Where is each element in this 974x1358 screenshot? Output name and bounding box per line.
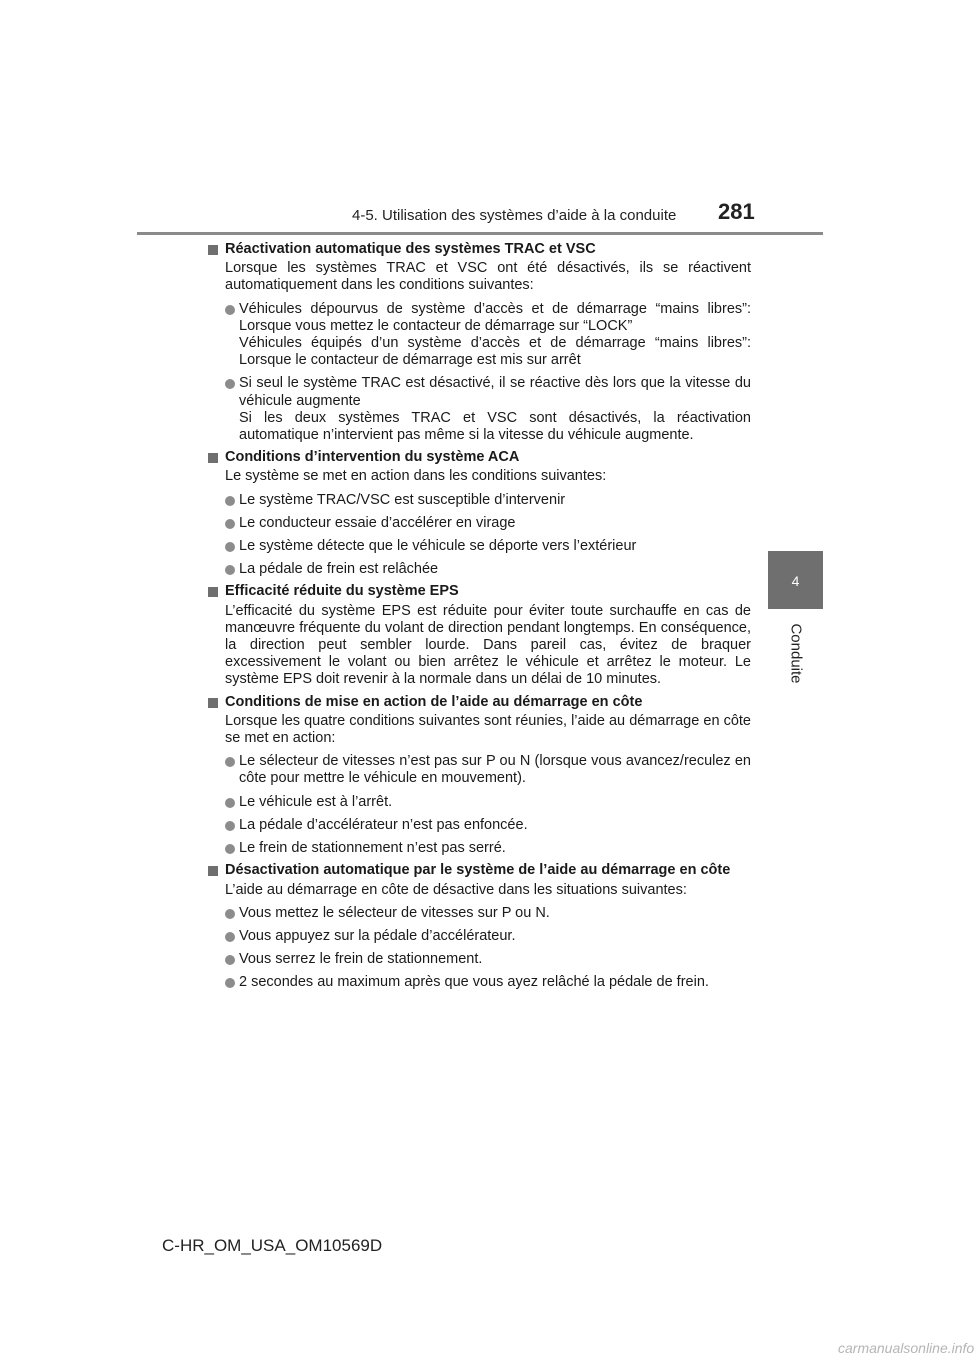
section-heading-text: Réactivation automatique des systèmes TRAC et VSC (225, 241, 596, 257)
round-bullet-icon (225, 798, 235, 808)
chapter-label: Conduite (787, 623, 805, 684)
section-heading (208, 862, 751, 879)
round-bullet-icon (225, 565, 235, 575)
round-bullet-icon (225, 305, 235, 315)
list-item (225, 375, 751, 444)
list-item-text: Le frein de stationnement n’est pas serré. (239, 840, 506, 857)
square-bullet-icon (208, 245, 218, 255)
list-item-text: Vous mettez le sélecteur de vitesses sur P ou N. (239, 904, 550, 921)
list-item (225, 840, 751, 857)
list-item (225, 974, 751, 991)
square-bullet-icon (208, 587, 218, 597)
chapter-number: 4 (791, 573, 800, 589)
list-item-text: Si seul le système TRAC est désactivé, il se réactive dès lors que la vitesse du véhicule augmente (239, 375, 751, 409)
list-item (225, 951, 751, 968)
section-heading (208, 694, 751, 711)
section-paragraph: Lorsque les quatre conditions suivantes sont réunies, l’aide au démarrage en côte se met en action: (225, 712, 751, 747)
list-item-text: Le système TRAC/VSC est susceptible d’intervenir (239, 491, 566, 508)
list-item (225, 794, 751, 811)
round-bullet-icon (225, 496, 235, 506)
round-bullet-icon (225, 978, 235, 988)
list-item-text: 2 secondes au maximum après que vous ayez relâché la pédale de frein. (239, 974, 709, 991)
section-body (208, 468, 751, 578)
round-bullet-icon (225, 932, 235, 942)
section-heading-text: Conditions de mise en action de l’aide au démarrage en côte (225, 693, 643, 710)
section-paragraph: L’aide au démarrage en côte de désactive dans les situations suivantes: (225, 881, 687, 898)
header-section-title: 4-5. Utilisation des systèmes d’aide à la conduite (352, 207, 677, 224)
list-item-text: Si les deux systèmes TRAC et VSC sont désactivés, la réactivation automatique n’intervient pas même si la vitesse du véhicule augmente. (239, 409, 751, 444)
square-bullet-icon (208, 866, 218, 876)
content-section (208, 241, 751, 444)
square-bullet-icon (208, 698, 218, 708)
list-item-text: Véhicules équipés d’un système d’accès et de démarrage “mains libres”: Lorsque le contacteur de démarrage est mis sur arrêt (239, 335, 751, 369)
chapter-tab (768, 551, 823, 609)
section-heading (208, 583, 751, 600)
section-heading-text: Efficacité réduite du système EPS (225, 583, 459, 600)
list-item (225, 515, 751, 532)
list-item (225, 928, 751, 945)
content-section (208, 694, 751, 858)
list-item (225, 817, 751, 834)
round-bullet-icon (225, 844, 235, 854)
list-item (225, 905, 751, 922)
round-bullet-icon (225, 757, 235, 767)
watermark: carmanualsonline.info (838, 1340, 974, 1356)
section-body (208, 713, 751, 857)
list-item (225, 561, 751, 578)
list-item-text: Le sélecteur de vitesses n’est pas sur P ou N (lorsque vous avancez/reculez en côte pour mettre le véhicule en mouvement). (239, 753, 751, 787)
section-paragraph: Lorsque les systèmes TRAC et VSC ont été désactivés, ils se réactivent automatiquement dans les conditions suivantes: (225, 260, 751, 294)
round-bullet-icon (225, 955, 235, 965)
section-heading (208, 449, 751, 466)
content-section (208, 449, 751, 578)
section-body (208, 260, 751, 444)
square-bullet-icon (208, 453, 218, 463)
round-bullet-icon (225, 821, 235, 831)
document-id: C-HR_OM_USA_OM10569D (162, 1236, 383, 1255)
list-item-text: Le système détecte que le véhicule se déporte vers l’extérieur (239, 538, 637, 555)
list-item-text: Le véhicule est à l’arrêt. (239, 793, 393, 810)
round-bullet-icon (225, 909, 235, 919)
list-item-text: La pédale d’accélérateur n’est pas enfoncée. (239, 816, 528, 833)
list-item (225, 753, 751, 787)
round-bullet-icon (225, 542, 235, 552)
list-item (225, 301, 751, 370)
list-item-text: Vous serrez le frein de stationnement. (239, 951, 483, 968)
header-divider (137, 232, 823, 235)
list-item-text: La pédale de frein est relâchée (239, 561, 439, 578)
section-body (208, 603, 751, 689)
section-heading-text: Conditions d’intervention du système ACA (225, 449, 520, 466)
list-item (225, 492, 751, 509)
round-bullet-icon (225, 519, 235, 529)
list-item-text: Véhicules dépourvus de système d’accès et de démarrage “mains libres”: Lorsque vous mettez le contacteur de démarrage sur “LOCK” (239, 300, 751, 334)
section-body (208, 882, 751, 992)
section-heading-text: Désactivation automatique par le système de l’aide au démarrage en côte (225, 862, 731, 879)
round-bullet-icon (225, 379, 235, 389)
section-paragraph: L’efficacité du système EPS est réduite pour éviter toute surchauffe en cas de manœuvre fréquente du volant de direction pendant longtemps. En conséquence, la direction peut sembler lourde. Dans pareil cas, évitez de braquer excessivement le volant ou bien arrêtez le véhicule et arrêtez le moteur. Le système EPS doit revenir à la normale dans un délai de 10 minutes. (225, 602, 751, 688)
list-item (225, 538, 751, 555)
list-item-text: Vous appuyez sur la pédale d’accélérateur. (239, 927, 516, 944)
content-section (208, 583, 751, 688)
section-paragraph: Le système se met en action dans les conditions suivantes: (225, 468, 607, 485)
section-heading (208, 241, 751, 258)
page-content (208, 241, 751, 997)
list-item-text: Le conducteur essaie d’accélérer en virage (239, 514, 516, 531)
page-number: 281 (718, 199, 755, 224)
content-section (208, 862, 751, 991)
